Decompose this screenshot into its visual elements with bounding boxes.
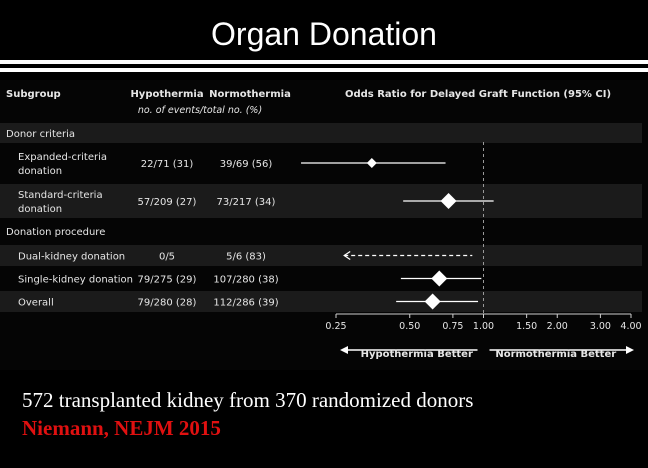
cell-hypothermia: 79/280 (28) <box>137 297 197 309</box>
header-odds-ratio: Odds Ratio for Delayed Graft Function (95% CI) <box>344 89 612 100</box>
cell-normothermia: 39/69 (56) <box>219 159 273 170</box>
forest-plot <box>0 80 648 370</box>
row-label: Donor criteria <box>6 129 76 140</box>
cell-hypothermia: 57/209 (27) <box>137 197 197 208</box>
x-axis-tick-label: 0.50 <box>399 321 421 332</box>
row-label: Overall <box>18 297 54 309</box>
x-axis-tick-label: 4.00 <box>620 321 642 332</box>
title-rule-top <box>0 60 648 64</box>
footer-summary: 572 transplanted kidney from 370 randomized donors <box>22 388 474 412</box>
cell-normothermia: 5/6 (83) <box>226 251 266 263</box>
cell-hypothermia: 79/275 (29) <box>137 274 197 286</box>
row-band <box>0 291 642 312</box>
header-events-note: no. of events/total no. (%) <box>137 105 263 116</box>
header-hypothermia: Hypothermia <box>130 89 204 100</box>
direction-left-label: Hypothermia Better <box>360 349 473 360</box>
title-rule-bottom <box>0 68 648 72</box>
x-axis-tick-label: 1.50 <box>516 321 538 332</box>
row-label: Standard-criteria <box>18 190 103 201</box>
slide-title: Organ Donation <box>211 16 437 52</box>
footer-citation: Niemann, NEJM 2015 <box>22 416 221 440</box>
x-axis-tick-label: 2.00 <box>546 321 568 332</box>
direction-right-label: Normothermia Better <box>495 349 617 360</box>
row-label: donation <box>18 204 63 215</box>
cell-normothermia: 107/280 (38) <box>213 274 279 286</box>
cell-normothermia: 73/217 (34) <box>216 197 276 208</box>
row-band <box>0 123 642 143</box>
x-axis-tick-label: 0.25 <box>325 321 347 332</box>
x-axis-tick-label: 1.00 <box>472 321 495 332</box>
row-label: Dual-kidney donation <box>18 251 126 263</box>
x-axis-tick-label: 3.00 <box>589 321 611 332</box>
row-label: Donation procedure <box>6 227 106 238</box>
header-subgroup: Subgroup <box>6 89 61 100</box>
cell-hypothermia: 0/5 <box>158 251 176 263</box>
cell-normothermia: 112/286 (39) <box>213 297 279 309</box>
row-label: Expanded-criteria <box>18 152 107 163</box>
cell-hypothermia: 22/71 (31) <box>140 159 194 170</box>
row-label: Single-kidney donation <box>18 274 133 286</box>
x-axis-tick-label: 0.75 <box>442 321 464 332</box>
header-normothermia: Normothermia <box>209 89 291 100</box>
row-label: donation <box>18 166 63 177</box>
